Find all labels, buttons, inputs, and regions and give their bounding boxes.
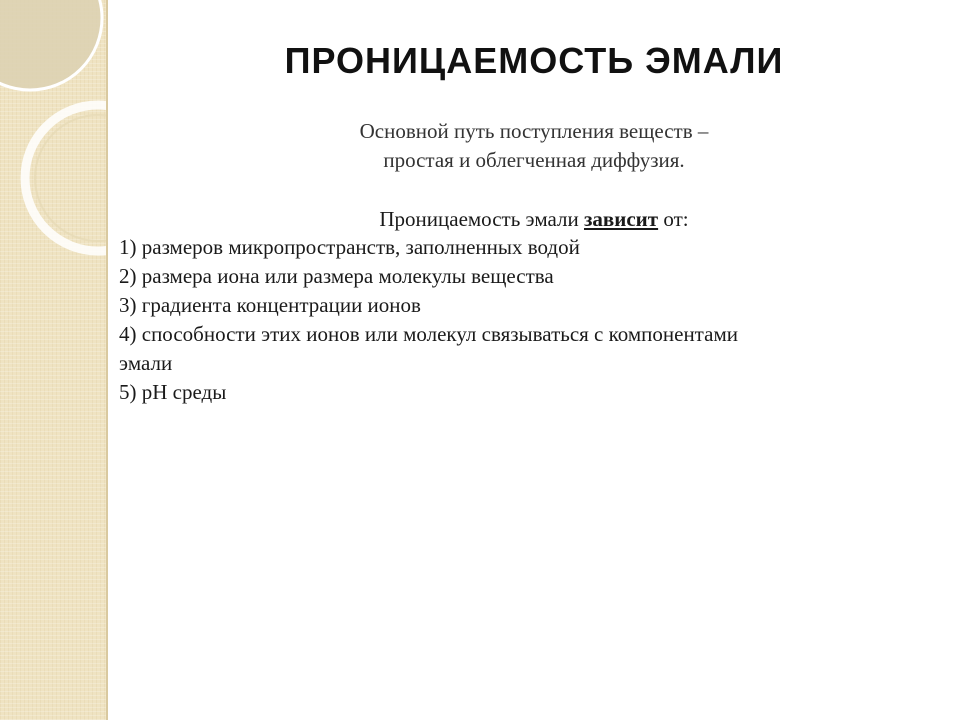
list-item: 4) способности этих ионов или молекул связываться с компонентами <box>119 322 738 346</box>
list-item: 2) размера иона или размера молекулы вещества <box>119 264 554 288</box>
side-panel-border <box>106 0 108 720</box>
slide-title: ПРОНИЦАЕМОСТЬ ЭМАЛИ <box>284 40 784 81</box>
list-item: 1) размеров микропространств, заполненных водой <box>119 235 580 259</box>
list-item: 5) рН среды <box>119 380 227 404</box>
decorative-disc <box>0 0 102 90</box>
factor-list <box>119 233 919 407</box>
list-item: 3) градиента концентрации ионов <box>119 293 421 317</box>
list-item: эмали <box>119 351 173 375</box>
depends-emphasis: зависит <box>583 207 659 231</box>
subtitle-block <box>108 117 960 175</box>
subtitle-line: простая и облегченная диффузия. <box>383 148 685 172</box>
decorative-side-panel <box>0 0 106 720</box>
depends-suffix: от: <box>658 207 689 231</box>
decorative-ring-lower <box>25 105 106 251</box>
depends-heading <box>108 205 960 234</box>
depends-prefix: Проницаемость эмали <box>379 207 584 231</box>
decorative-ring-inner <box>35 115 106 241</box>
subtitle-line: Основной путь поступления веществ – <box>359 119 709 143</box>
decorative-circles <box>0 0 106 720</box>
